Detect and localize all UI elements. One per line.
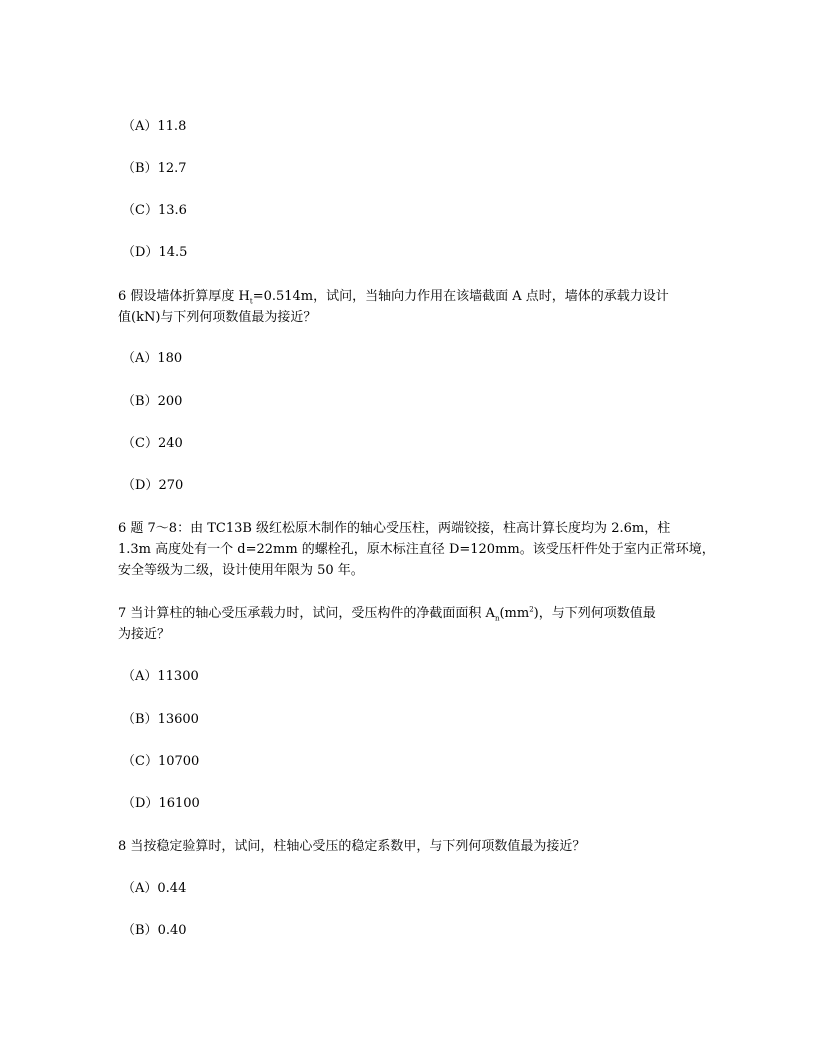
option-label: （B） [122,712,158,727]
q8-question [118,836,698,857]
q8-line-1: 8 当按稳定验算时，试问，柱轴心受压的稳定系数甲，与下列何项数值最为接近？ [118,839,586,854]
option-label: （D） [122,478,159,493]
option-value: 12.7 [157,161,187,176]
superscript: 2 [529,605,534,614]
q7-option-a [122,666,199,687]
option-label: （A） [122,351,158,366]
option-value: 0.40 [157,923,187,938]
option-label: （B） [122,394,158,409]
q8-option-a [122,878,186,899]
option-value: 13.6 [157,203,187,218]
option-label: （D） [122,796,159,811]
q7-line-1 [118,603,698,624]
subscript: t [249,297,253,306]
option-value: 180 [157,351,183,366]
option-label: （D） [122,245,159,260]
option-value: 270 [158,478,184,493]
q6-line-1 [118,286,698,307]
option-value: 200 [157,394,183,409]
option-value: 240 [157,436,183,451]
intro-line-2: 1.3m 高度处有一个 d=22mm 的螺栓孔，原木标注直径 D=120mm。该受压杆件处于室内正常环境， [118,542,715,557]
option-value: 0.44 [157,881,187,896]
q6-option-c [122,433,183,454]
q5-option-b [122,158,187,179]
option-value: 13600 [157,712,199,727]
q7-question [118,603,698,645]
option-label: （C） [122,203,158,218]
q7-text: )，与下列何项数值最 [533,606,656,621]
option-label: （C） [122,436,158,451]
option-value: 11300 [157,669,199,684]
q5-option-d [122,242,187,263]
q7-option-c [122,751,199,772]
option-label: （B） [122,161,158,176]
q7-text: (mm [499,606,530,621]
q7-option-b [122,709,199,730]
q7-option-d [122,793,200,814]
option-label: （B） [122,923,158,938]
subscript: n [494,614,500,623]
q6-text: =0.514m，试问，当轴向力作用在该墙截面 A 点时，墙体的承载力设计 [252,289,669,304]
option-value: 11.8 [157,119,187,134]
option-value: 14.5 [158,245,188,260]
intro-line-1: 6 题 7～8：由 TC13B 级红松原木制作的轴心受压柱，两端铰接，柱高计算长度均为 2.6m，柱 [118,521,671,536]
q5-option-c [122,200,187,221]
option-label: （A） [122,881,158,896]
option-value: 16100 [158,796,200,811]
intro-line-3: 安全等级为二级，设计使用年限为 50 年。 [118,563,364,578]
q6-option-a [122,348,182,369]
q7-line-2: 为接近？ [118,627,171,642]
q6-option-b [122,391,182,412]
option-label: （A） [122,669,158,684]
q6-question [118,286,698,328]
q6-option-d [122,475,183,496]
option-label: （A） [122,119,158,134]
option-value: 10700 [157,754,200,769]
q7-text: 7 当计算柱的轴心受压承载力时，试问，受压构件的净截面面积 A [118,606,495,621]
intro-7-8 [118,518,715,581]
q5-option-a [122,116,186,137]
option-label: （C） [122,754,158,769]
q6-text: 6 假设墙体折算厚度 H [118,289,250,304]
q6-line-2: 值(kN)与下列何项数值最为接近？ [118,310,317,325]
q8-option-b [122,920,187,941]
